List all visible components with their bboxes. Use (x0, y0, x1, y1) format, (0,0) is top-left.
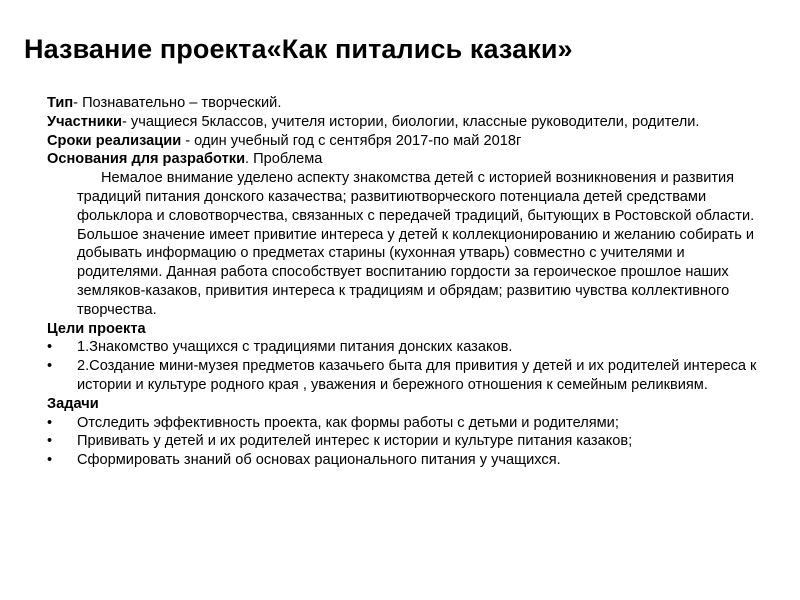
basis-label: Основания для разработки (47, 151, 246, 168)
basis-row (47, 150, 762, 169)
bullet-icon: • (47, 339, 53, 356)
task-text: Сформировать знаний об основах рационального питания у учащихся. (77, 452, 561, 469)
type-value: - Познавательно – творческий. (73, 95, 282, 111)
list-item (47, 414, 762, 433)
type-row (47, 94, 762, 113)
timeline-value: - один учебный год с сентября 2017-по май 2018г (181, 132, 522, 149)
list-item (47, 432, 762, 451)
participants-value: - учащиеся 5классов, учителя истории, биологии, классные руководители, родители. (122, 113, 700, 130)
basis-paragraph: Немалое внимание уделено аспекту знакомства детей с историей возникновения и развития традиций питания донского казачества; развитиютворческого потенциала детей средствами фольклора и словотворчества, связанных с передачей традиций, бытующих в Ростовской области. Большое значение имеет привитие интереса у детей к коллекционированию и желанию собирать и добывать информацию о предметах старины (кухонная утварь) совместно с учителями и родителями. Данная работа способствует воспитанию гордости за героическое прошлое наших земляков-казаков, привития интереса к традициям и обрядам; развитию чувства коллективного творчества. (77, 170, 755, 318)
type-label: Тип (47, 95, 74, 111)
list-item (47, 338, 762, 357)
bullet-icon: • (47, 358, 53, 375)
list-item (47, 357, 762, 395)
goal-text: 2.Создание мини-музея предметов казачьего быта для привития у детей и их родителей интереса к истории и культуре родного края , уважения и бережного отношения к семейным реликвиям. (77, 358, 757, 393)
tasks-heading: Задачи (47, 395, 99, 412)
tasks-list (47, 414, 762, 470)
bullet-icon: • (47, 433, 53, 450)
participants-row (47, 113, 762, 132)
basis-value: . Проблема (245, 151, 323, 168)
participants-label: Участники (47, 113, 122, 130)
goal-text: 1.Знакомство учащихся с традициями питания донских казаков. (77, 339, 513, 356)
task-text: Прививать у детей и их родителей интерес к истории и культуре питания казаков; (77, 433, 633, 450)
timeline-row (47, 132, 762, 151)
bullet-icon: • (47, 414, 53, 431)
slide-content (47, 94, 762, 470)
slide-title: Название проекта«Как питались казаки» (24, 34, 573, 64)
timeline-label: Сроки реализации (47, 132, 182, 149)
task-text: Отследить эффективность проекта, как формы работы с детьми и родителями; (77, 414, 619, 431)
goals-list (47, 338, 762, 394)
goals-heading: Цели проекта (47, 320, 146, 337)
bullet-icon: • (47, 452, 53, 469)
list-item (47, 451, 762, 470)
